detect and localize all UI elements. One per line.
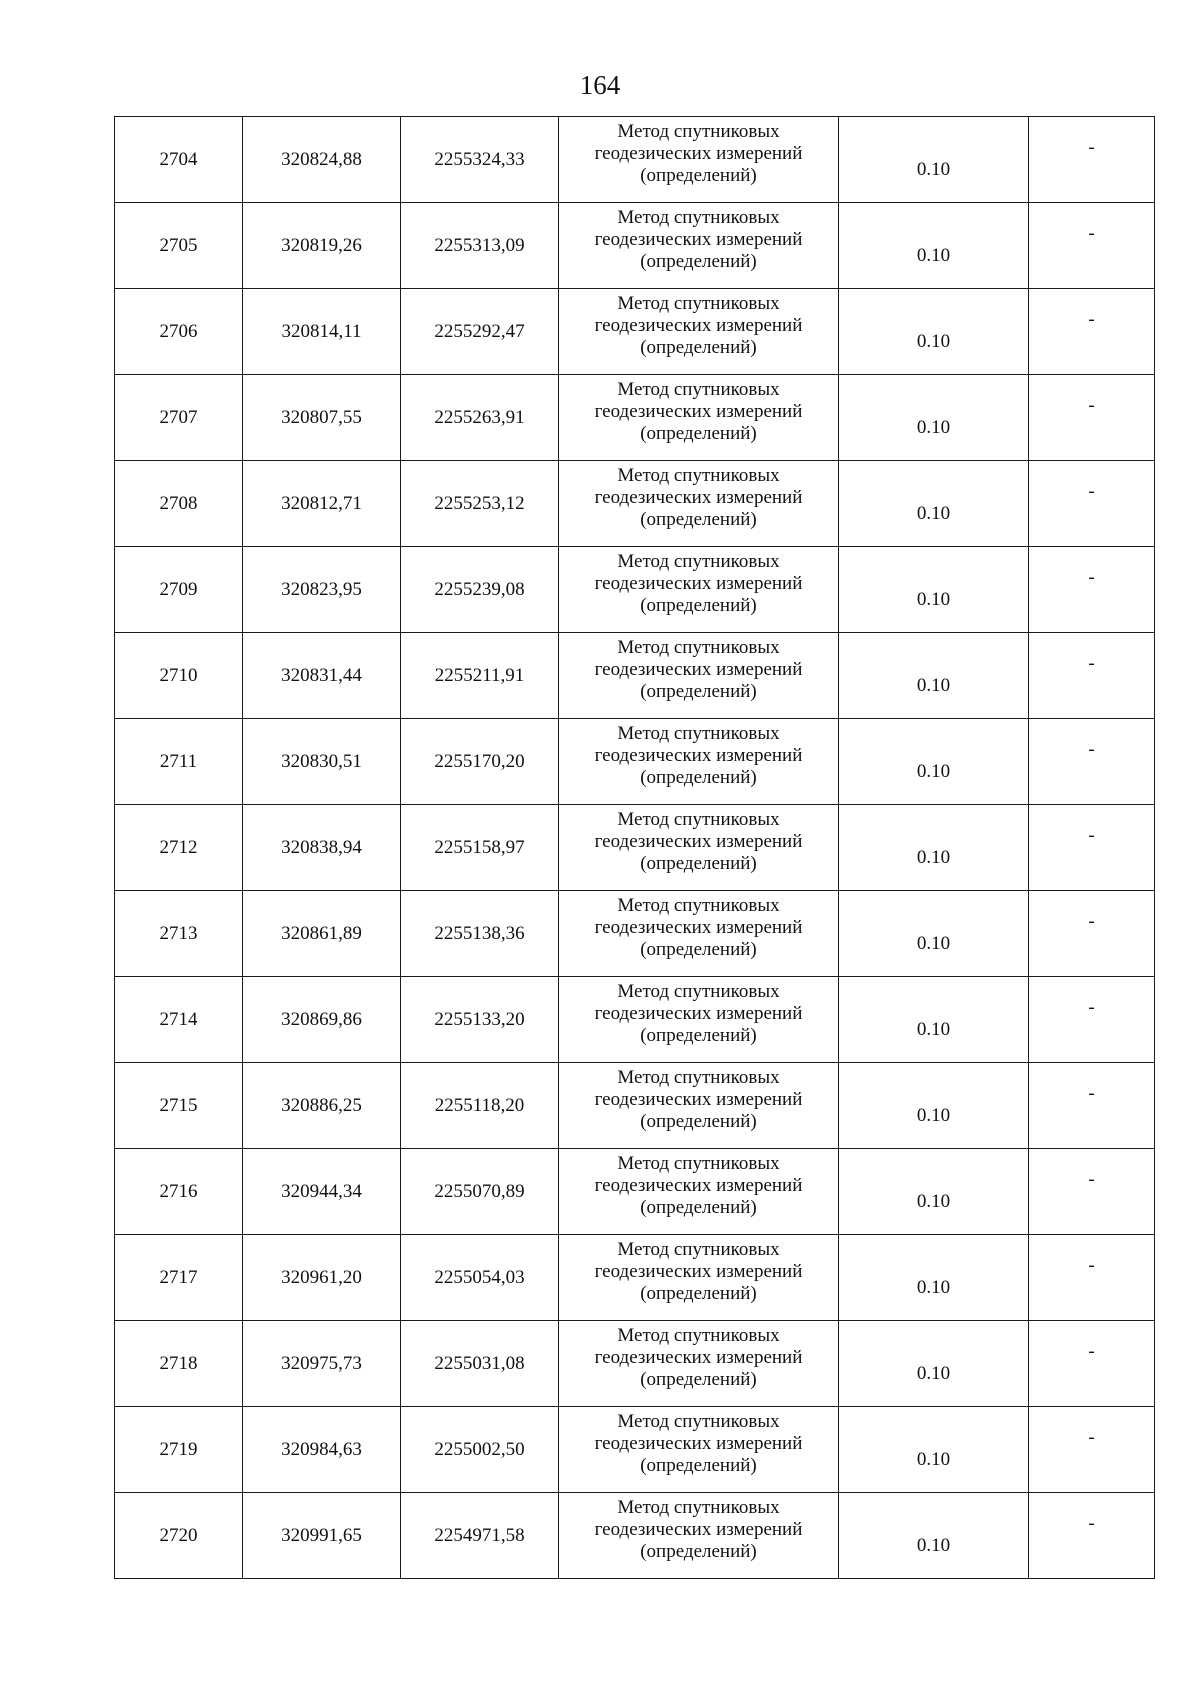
method-line: (определений)	[640, 939, 757, 960]
method-line: геодезических измерений	[594, 917, 803, 938]
accuracy-cell: 0.10	[839, 1235, 1029, 1321]
y-coordinate-cell: 2255118,20	[401, 1063, 559, 1149]
note-cell: -	[1029, 977, 1155, 1063]
method-line: (определений)	[640, 681, 757, 702]
method-line: геодезических измерений	[594, 659, 803, 680]
x-coordinate-cell: 320814,11	[243, 289, 401, 375]
x-coordinate-cell: 320944,34	[243, 1149, 401, 1235]
method-line: (определений)	[640, 1111, 757, 1132]
y-coordinate-cell: 2255313,09	[401, 203, 559, 289]
method-line: (определений)	[640, 165, 757, 186]
y-coordinate-cell: 2255138,36	[401, 891, 559, 977]
method-cell	[559, 1063, 839, 1149]
method-line: Метод спутниковых	[617, 895, 780, 916]
method-line: (определений)	[640, 767, 757, 788]
method-line: (определений)	[640, 423, 757, 444]
table-row	[115, 719, 1155, 805]
table-row	[115, 289, 1155, 375]
method-line: Метод спутниковых	[617, 293, 780, 314]
method-line: геодезических измерений	[594, 745, 803, 766]
note-cell: -	[1029, 1493, 1155, 1579]
method-line: геодезических измерений	[594, 487, 803, 508]
x-coordinate-cell: 320869,86	[243, 977, 401, 1063]
method-line: геодезических измерений	[594, 1433, 803, 1454]
point-number-cell: 2716	[115, 1149, 243, 1235]
method-line: (определений)	[640, 595, 757, 616]
method-line: Метод спутниковых	[617, 1067, 780, 1088]
accuracy-cell: 0.10	[839, 461, 1029, 547]
table-row	[115, 1493, 1155, 1579]
method-cell	[559, 633, 839, 719]
note-cell: -	[1029, 547, 1155, 633]
method-cell	[559, 289, 839, 375]
y-coordinate-cell: 2255211,91	[401, 633, 559, 719]
point-number-cell: 2711	[115, 719, 243, 805]
method-line: геодезических измерений	[594, 143, 803, 164]
page-number: 164	[579, 70, 621, 100]
table-row	[115, 1149, 1155, 1235]
point-number-cell: 2709	[115, 547, 243, 633]
point-number-cell: 2705	[115, 203, 243, 289]
note-cell: -	[1029, 633, 1155, 719]
note-cell: -	[1029, 289, 1155, 375]
table-row	[115, 805, 1155, 891]
accuracy-cell: 0.10	[839, 375, 1029, 461]
method-cell	[559, 1321, 839, 1407]
accuracy-cell: 0.10	[839, 1063, 1029, 1149]
y-coordinate-cell: 2255070,89	[401, 1149, 559, 1235]
point-number-cell: 2720	[115, 1493, 243, 1579]
x-coordinate-cell: 320838,94	[243, 805, 401, 891]
method-line: (определений)	[640, 251, 757, 272]
method-line: (определений)	[640, 1455, 757, 1476]
x-coordinate-cell: 320819,26	[243, 203, 401, 289]
method-cell	[559, 375, 839, 461]
accuracy-cell: 0.10	[839, 117, 1029, 203]
method-cell	[559, 461, 839, 547]
point-number-cell: 2714	[115, 977, 243, 1063]
note-cell: -	[1029, 1149, 1155, 1235]
method-line: Метод спутниковых	[617, 551, 780, 572]
method-line: Метод спутниковых	[617, 637, 780, 658]
method-line: Метод спутниковых	[617, 465, 780, 486]
accuracy-cell: 0.10	[839, 633, 1029, 719]
table-row	[115, 461, 1155, 547]
method-cell	[559, 547, 839, 633]
accuracy-cell: 0.10	[839, 289, 1029, 375]
x-coordinate-cell: 320861,89	[243, 891, 401, 977]
table-row	[115, 1407, 1155, 1493]
method-line: (определений)	[640, 337, 757, 358]
note-cell: -	[1029, 1407, 1155, 1493]
method-line: Метод спутниковых	[617, 1153, 780, 1174]
method-line: геодезических измерений	[594, 1347, 803, 1368]
x-coordinate-cell: 320984,63	[243, 1407, 401, 1493]
x-coordinate-cell: 320886,25	[243, 1063, 401, 1149]
method-cell	[559, 117, 839, 203]
y-coordinate-cell: 2255158,97	[401, 805, 559, 891]
x-coordinate-cell: 320830,51	[243, 719, 401, 805]
accuracy-cell: 0.10	[839, 805, 1029, 891]
x-coordinate-cell: 320807,55	[243, 375, 401, 461]
y-coordinate-cell: 2255253,12	[401, 461, 559, 547]
accuracy-cell: 0.10	[839, 891, 1029, 977]
point-number-cell: 2713	[115, 891, 243, 977]
method-line: геодезических измерений	[594, 1261, 803, 1282]
method-line: (определений)	[640, 509, 757, 530]
note-cell: -	[1029, 891, 1155, 977]
x-coordinate-cell: 320831,44	[243, 633, 401, 719]
table-row	[115, 977, 1155, 1063]
y-coordinate-cell: 2255133,20	[401, 977, 559, 1063]
accuracy-cell: 0.10	[839, 1149, 1029, 1235]
method-line: Метод спутниковых	[617, 723, 780, 744]
method-line: геодезических измерений	[594, 1519, 803, 1540]
point-number-cell: 2708	[115, 461, 243, 547]
point-number-cell: 2718	[115, 1321, 243, 1407]
y-coordinate-cell: 2255263,91	[401, 375, 559, 461]
method-cell	[559, 719, 839, 805]
note-cell: -	[1029, 375, 1155, 461]
method-cell	[559, 805, 839, 891]
method-line: геодезических измерений	[594, 1089, 803, 1110]
method-cell	[559, 203, 839, 289]
accuracy-cell: 0.10	[839, 1407, 1029, 1493]
note-cell: -	[1029, 805, 1155, 891]
y-coordinate-cell: 2255324,33	[401, 117, 559, 203]
accuracy-cell: 0.10	[839, 203, 1029, 289]
point-number-cell: 2706	[115, 289, 243, 375]
table-row	[115, 891, 1155, 977]
accuracy-cell: 0.10	[839, 719, 1029, 805]
point-number-cell: 2717	[115, 1235, 243, 1321]
method-line: Метод спутниковых	[617, 1325, 780, 1346]
method-line: (определений)	[640, 1025, 757, 1046]
x-coordinate-cell: 320991,65	[243, 1493, 401, 1579]
note-cell: -	[1029, 1321, 1155, 1407]
method-line: геодезических измерений	[594, 1175, 803, 1196]
table-body	[115, 117, 1155, 1579]
accuracy-cell: 0.10	[839, 1321, 1029, 1407]
method-line: Метод спутниковых	[617, 1497, 780, 1518]
table-row	[115, 547, 1155, 633]
x-coordinate-cell: 320975,73	[243, 1321, 401, 1407]
coordinates-table	[114, 116, 1155, 1579]
method-line: геодезических измерений	[594, 1003, 803, 1024]
table-row	[115, 203, 1155, 289]
accuracy-cell: 0.10	[839, 977, 1029, 1063]
y-coordinate-cell: 2255002,50	[401, 1407, 559, 1493]
method-line: Метод спутниковых	[617, 207, 780, 228]
method-line: геодезических измерений	[594, 315, 803, 336]
point-number-cell: 2710	[115, 633, 243, 719]
method-line: Метод спутниковых	[617, 981, 780, 1002]
x-coordinate-cell: 320961,20	[243, 1235, 401, 1321]
method-line: (определений)	[640, 1369, 757, 1390]
method-cell	[559, 891, 839, 977]
accuracy-cell: 0.10	[839, 1493, 1029, 1579]
x-coordinate-cell: 320812,71	[243, 461, 401, 547]
note-cell: -	[1029, 1063, 1155, 1149]
method-line: Метод спутниковых	[617, 809, 780, 830]
method-line: Метод спутниковых	[617, 1411, 780, 1432]
table-row	[115, 375, 1155, 461]
table-row	[115, 1235, 1155, 1321]
accuracy-cell: 0.10	[839, 547, 1029, 633]
note-cell: -	[1029, 1235, 1155, 1321]
note-cell: -	[1029, 203, 1155, 289]
method-line: (определений)	[640, 853, 757, 874]
y-coordinate-cell: 2254971,58	[401, 1493, 559, 1579]
method-cell	[559, 1235, 839, 1321]
method-line: геодезических измерений	[594, 229, 803, 250]
point-number-cell: 2712	[115, 805, 243, 891]
note-cell: -	[1029, 719, 1155, 805]
note-cell: -	[1029, 117, 1155, 203]
table-row	[115, 1063, 1155, 1149]
note-cell: -	[1029, 461, 1155, 547]
method-line: геодезических измерений	[594, 401, 803, 422]
point-number-cell: 2707	[115, 375, 243, 461]
point-number-cell: 2704	[115, 117, 243, 203]
point-number-cell: 2719	[115, 1407, 243, 1493]
method-cell	[559, 1407, 839, 1493]
x-coordinate-cell: 320823,95	[243, 547, 401, 633]
y-coordinate-cell: 2255239,08	[401, 547, 559, 633]
y-coordinate-cell: 2255292,47	[401, 289, 559, 375]
method-line: Метод спутниковых	[617, 121, 780, 142]
y-coordinate-cell: 2255031,08	[401, 1321, 559, 1407]
point-number-cell: 2715	[115, 1063, 243, 1149]
method-line: (определений)	[640, 1541, 757, 1562]
method-line: Метод спутниковых	[617, 379, 780, 400]
method-line: геодезических измерений	[594, 573, 803, 594]
table-row	[115, 633, 1155, 719]
method-line: Метод спутниковых	[617, 1239, 780, 1260]
method-cell	[559, 977, 839, 1063]
y-coordinate-cell: 2255054,03	[401, 1235, 559, 1321]
y-coordinate-cell: 2255170,20	[401, 719, 559, 805]
method-cell	[559, 1493, 839, 1579]
method-line: геодезических измерений	[594, 831, 803, 852]
table-row	[115, 117, 1155, 203]
table-row	[115, 1321, 1155, 1407]
method-line: (определений)	[640, 1283, 757, 1304]
x-coordinate-cell: 320824,88	[243, 117, 401, 203]
method-cell	[559, 1149, 839, 1235]
method-line: (определений)	[640, 1197, 757, 1218]
